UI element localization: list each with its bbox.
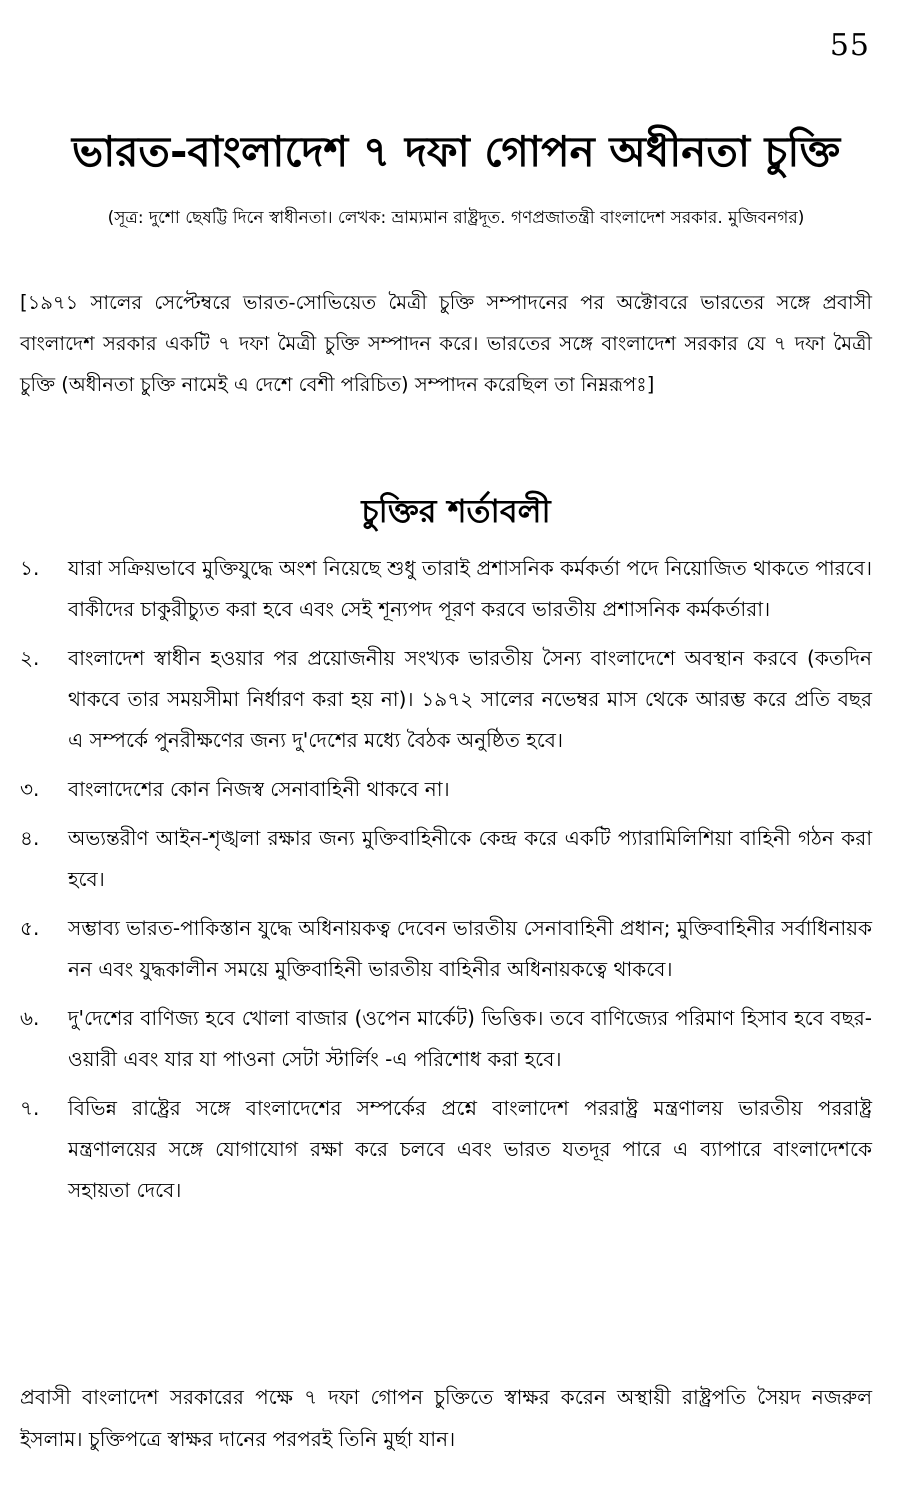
clause-number: ২. bbox=[20, 646, 40, 670]
closing-paragraph: প্রবাসী বাংলাদেশ সরকারের পক্ষে ৭ দফা গোপন চুক্তিতে স্বাক্ষর করেন অস্থায়ী রাষ্ট্রপতি সৈয়দ নজরুল ইসলাম। চুক্তিপত্রে স্বাক্ষর দানের পরপরই তিনি মুর্ছা যান। bbox=[20, 1385, 872, 1451]
source-citation: (সূত্র: দুশো ছেষট্টি দিনে স্বাধীনতা। লেখক: ভ্রাম্যমান রাষ্ট্রদূত. গণপ্রজাতন্ত্রী বাংলাদেশ সরকার. মুজিবনগর) bbox=[107, 208, 805, 228]
intro-paragraph: [১৯৭১ সালের সেপ্টেম্বরে ভারত-সোভিয়েত মৈত্রী চুক্তি সম্পাদনের পর অক্টোবরে ভারতের সঙ্গে প্রবাসী বাংলাদেশ সরকার একটি ৭ দফা মৈত্রী চুক্তি সম্পাদন করে। ভারতের সঙ্গে বাংলাদেশ সরকার যে ৭ দফা মৈত্রী চুক্তি (অধীনতা চুক্তি নামেই এ দেশে বেশী পরিচিত) সম্পাদন করেছিল তা নিম্নরূপঃ] bbox=[20, 291, 872, 396]
clause-item bbox=[20, 998, 872, 1080]
clause-item bbox=[20, 818, 872, 900]
clause-text: যারা সক্রিয়ভাবে মুক্তিযুদ্ধে অংশ নিয়েছে শুধু তারাই প্রশাসনিক কর্মকর্তা পদে নিয়োজিত থাকতে পারবে। বাকীদের চাকুরীচ্যুত করা হবে এবং সেই শূন্যপদ পূরণ করবে ভারতীয় প্রশাসনিক কর্মকর্তারা। bbox=[68, 556, 872, 621]
document-title: ভারত-বাংলাদেশ ৭ দফা গোপন অধীনতা চুক্তি bbox=[71, 127, 841, 176]
clause-item bbox=[20, 908, 872, 990]
clause-text: বিভিন্ন রাষ্ট্রের সঙ্গে বাংলাদেশের সম্পর্কের প্রশ্নে বাংলাদেশ পররাষ্ট্র মন্ত্রণালয় ভারতীয় পররাষ্ট্র মন্ত্রণালয়ের সঙ্গে যোগাযোগ রক্ষা করে চলবে এবং ভারত যতদূর পারে এ ব্যাপারে বাংলাদেশকে সহায়তা দেবে। bbox=[68, 1096, 872, 1202]
clause-number: ৪. bbox=[20, 826, 40, 850]
clause-item bbox=[20, 548, 872, 630]
clause-item bbox=[20, 769, 872, 810]
clause-number: ৩. bbox=[20, 777, 40, 801]
clause-number: ১. bbox=[20, 556, 40, 580]
clause-number: ৫. bbox=[20, 916, 40, 940]
section-heading: চুক্তির শর্তাবলী bbox=[361, 492, 551, 530]
clause-number: ৬. bbox=[20, 1006, 40, 1030]
clause-item bbox=[20, 638, 872, 761]
clause-text: অভ্যন্তরীণ আইন-শৃঙ্খলা রক্ষার জন্য মুক্তিবাহিনীকে কেন্দ্র করে একটি প্যারামিলিশিয়া বাহিনী গঠন করা হবে। bbox=[68, 826, 872, 891]
clause-text: বাংলাদেশের কোন নিজস্ব সেনাবাহিনী থাকবে না। bbox=[68, 777, 450, 801]
clause-list bbox=[20, 548, 872, 1219]
clause-item bbox=[20, 1088, 872, 1211]
clause-text: দু'দেশের বাণিজ্য হবে খোলা বাজার (ওপেন মার্কেট) ভিত্তিক। তবে বাণিজ্যের পরিমাণ হিসাব হবে বছর-ওয়ারী এবং যার যা পাওনা সেটা স্টার্লিং -এ পরিশোধ করা হবে। bbox=[68, 1006, 872, 1071]
clause-text: বাংলাদেশ স্বাধীন হওয়ার পর প্রয়োজনীয় সংখ্যক ভারতীয় সৈন্য বাংলাদেশে অবস্থান করবে (কতদিন থাকবে তার সময়সীমা নির্ধারণ করা হয় না)। ১৯৭২ সালের নভেম্বর মাস থেকে আরম্ভ করে প্রতি বছর এ সম্পর্কে পুনরীক্ষণের জন্য দু'দেশের মধ্যে বৈঠক অনুষ্ঠিত হবে। bbox=[68, 646, 872, 752]
clause-number: ৭. bbox=[20, 1096, 40, 1120]
page-number: 55 bbox=[829, 28, 870, 63]
clause-text: সম্ভাব্য ভারত-পাকিস্তান যুদ্ধে অধিনায়কত্ব দেবেন ভারতীয় সেনাবাহিনী প্রধান; মুক্তিবাহিনীর সর্বাধিনায়ক নন এবং যুদ্ধকালীন সময়ে মুক্তিবাহিনী ভারতীয় বাহিনীর অধিনায়কত্বে থাকবে। bbox=[68, 916, 872, 981]
